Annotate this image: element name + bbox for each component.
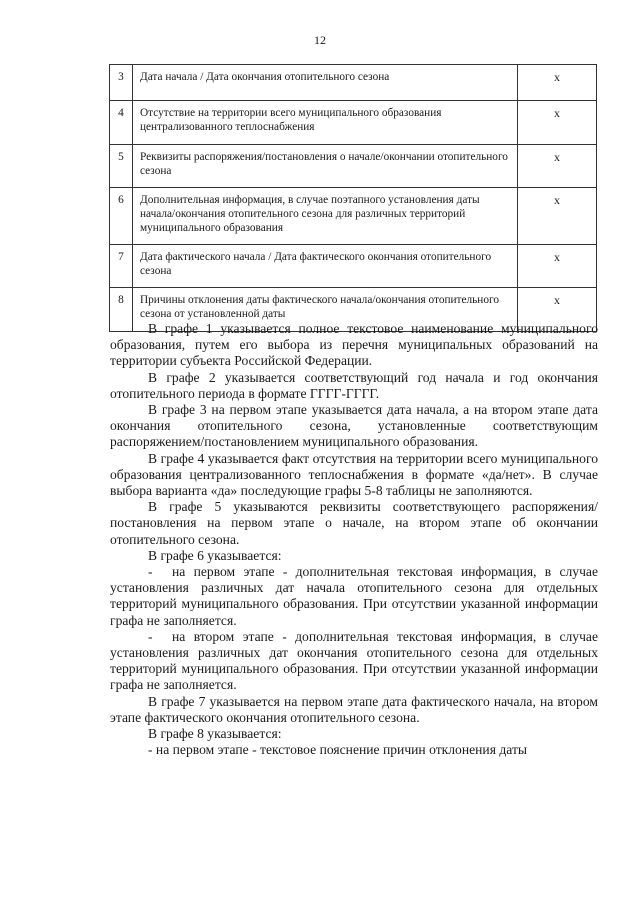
row-number: 4 [110,101,133,145]
paragraph-column-6: В графе 6 указывается: [148,547,282,563]
table-row [110,145,597,188]
paragraph-column-1: В графе 1 указывается полное текстовое наименование муниципального образования, путем его выбора из перечня муниципальных образований на территории субъекта Российской Федерации. [110,321,598,369]
paragraph-column-2: В графе 2 указывается соответствующий год начала и год окончания отопительного периода в формате ГГГГ-ГГГГ. [110,369,598,401]
bullet-item [110,629,598,694]
fields-table [109,64,597,332]
row-description: Причины отклонения даты фактического начала/окончания отопительного сезона от установленной даты [133,288,518,332]
row-mark: х [518,288,597,332]
paragraph-column-4: В графе 4 указывается факт отсутствия на территории всего муниципального образования централизованного теплоснабжения в формате «да/нет». В случае выбора варианта «да» последующие графы 5-8 таблицы не заполняются. [110,450,598,499]
row-mark: х [518,245,597,288]
row-description: Дополнительная информация, в случае поэтапного установления даты начала/окончания отопительного сезона для различных территорий муниципального образования [133,188,518,245]
row-number: 5 [110,145,133,188]
document-body [110,321,598,758]
row-number: 6 [110,188,133,245]
table-row [110,188,597,245]
bullet-text: на первом этапе - дополнительная текстовая информация, в случае установления различных дат начала отопительного сезона для отдельных территорий муниципального образования. При отсутствии указанной информации графа не заполняется. [110,564,598,628]
bullet-text: на втором этапе - дополнительная текстовая информация, в случае установления различных дат окончания отопительного сезона для отдельных территорий муниципального образования. При отсутствии указанной информации графа не заполняется. [110,628,598,693]
page-number: 12 [314,33,326,47]
row-description: Дата фактического начала / Дата фактического окончания отопительного сезона [133,245,518,288]
row-description: Реквизиты распоряжения/постановления о начале/окончании отопительного сезона [133,145,518,188]
bullet-item [110,564,598,629]
row-mark: х [518,65,597,101]
row-mark: х [518,145,597,188]
row-number: 7 [110,245,133,288]
row-mark: х [518,188,597,245]
paragraph-column-8: В графе 8 указывается: [148,726,282,742]
row-description: Отсутствие на территории всего муниципального образования централизованного теплоснабжения [133,101,518,145]
row-number: 8 [110,288,133,332]
table-row [110,245,597,288]
bullet-dash: - [148,564,153,580]
table-row [110,65,597,101]
table-row [110,101,597,145]
row-description: Дата начала / Дата окончания отопительного сезона [133,65,518,101]
row-mark: х [518,101,597,145]
bullet-dash: - [148,628,153,644]
paragraph-column-7: В графе 7 указывается на первом этапе дата фактического начала, на втором этапе фактического окончания отопительного сезона. [110,693,598,725]
row-number: 3 [110,65,133,101]
paragraph-column-5: В графе 5 указываются реквизиты соответствующего распоряжения/постановления на первом этапе о начале, на втором этапе об окончании отопительного сезона. [110,499,598,547]
paragraph-column-8-item: - на первом этапе - текстовое пояснение причин отклонения даты [148,742,528,758]
paragraph-column-3: В графе 3 на первом этапе указывается дата начала, а на втором этапе дата окончания отопительного сезона, установленные соответствующим распоряжением/постановлением муниципального образования. [110,402,598,450]
